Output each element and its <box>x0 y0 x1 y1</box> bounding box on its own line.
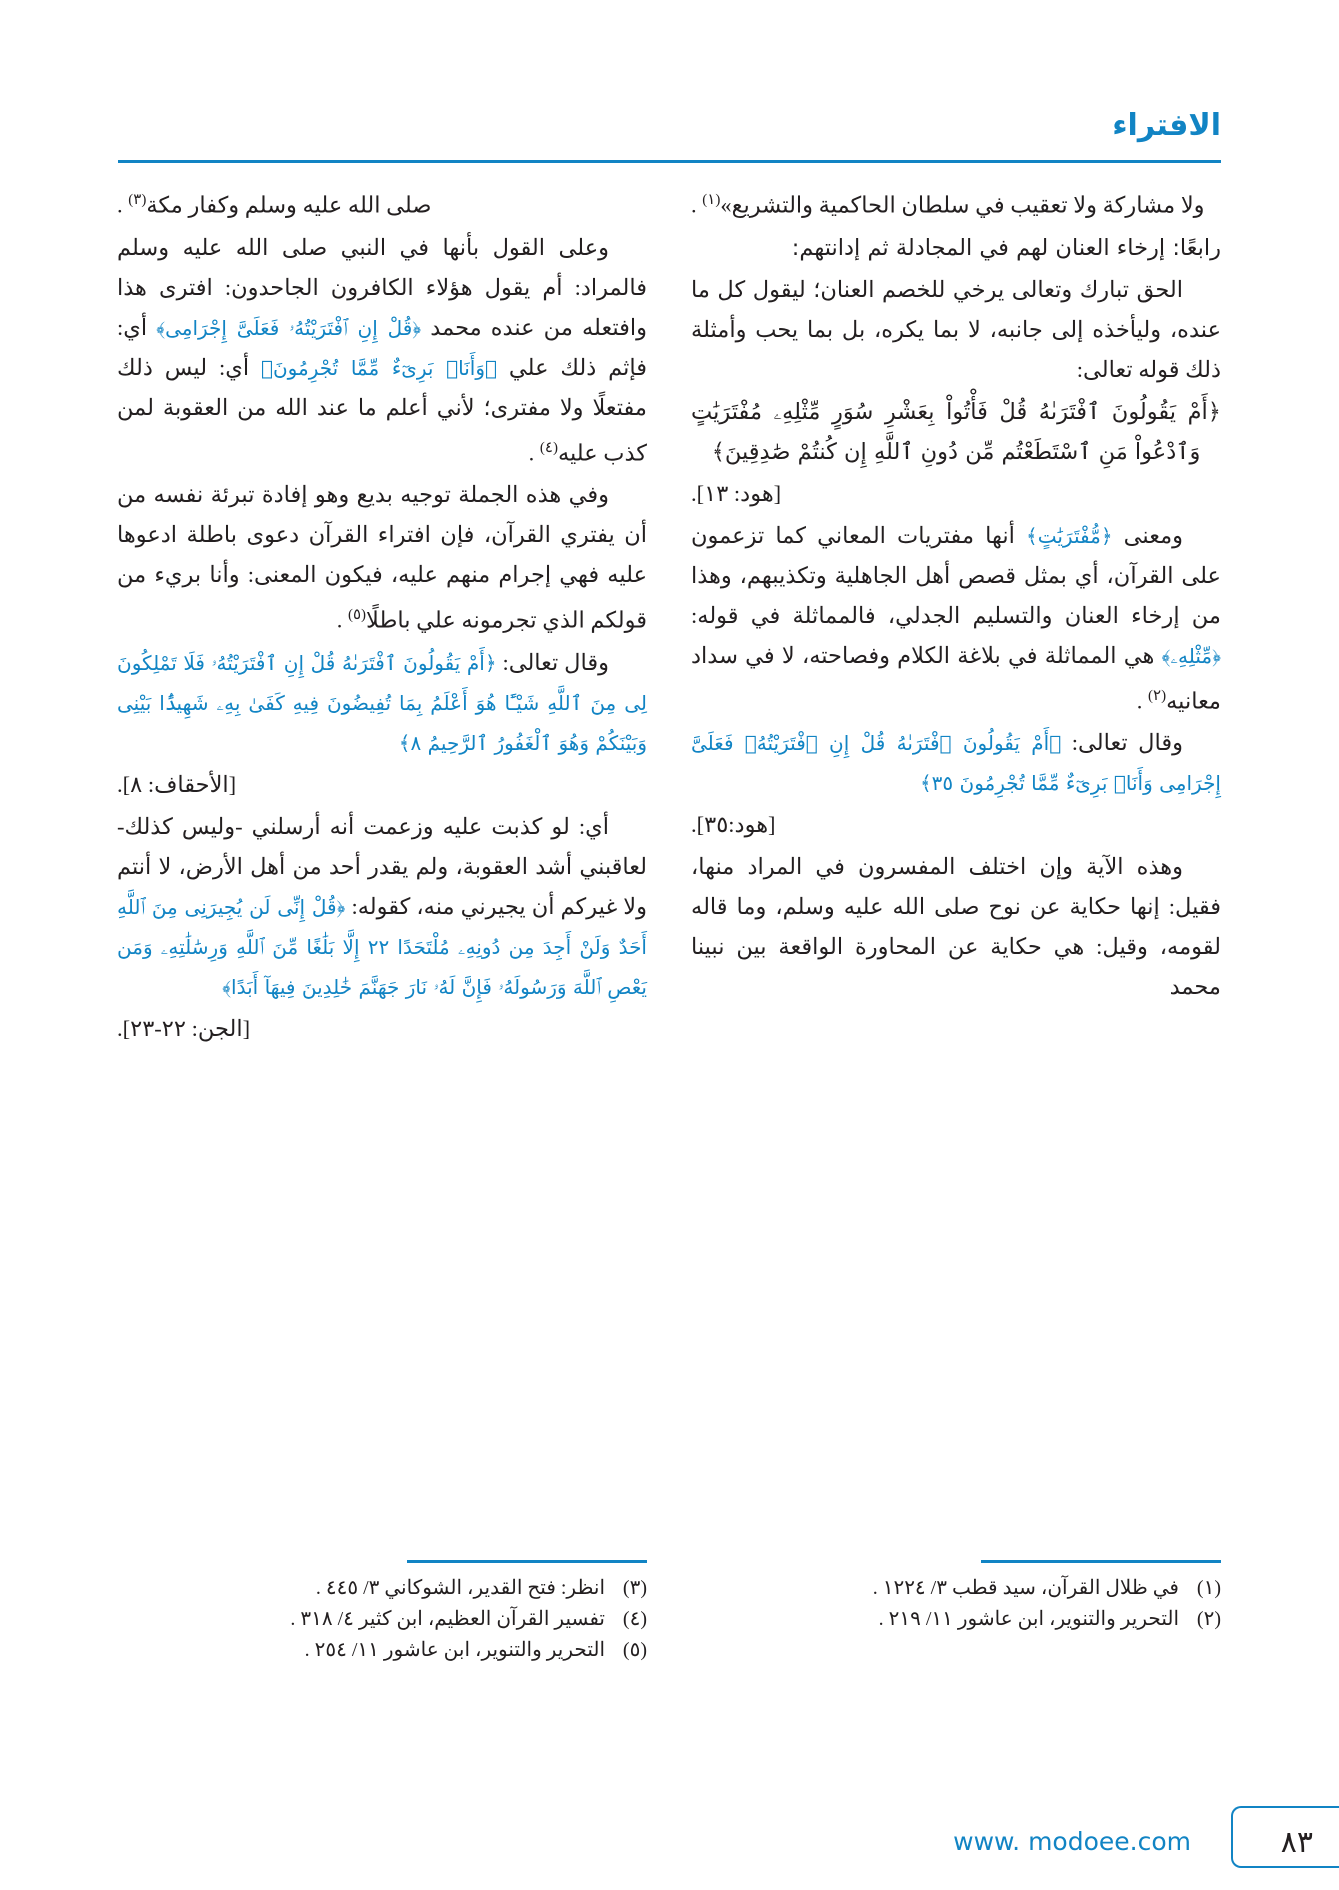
header-divider <box>118 160 1221 163</box>
right-column-paragraph: [هود: ١٣]. <box>691 480 782 506</box>
left-column-quran-inline: ﴿أَمْ يَقُولُونَ ٱفْتَرَىٰهُ قُلْ إِنِ ٱفْتَرَيْتُهُۥ فَلَا تَمْلِكُونَ لِى مِنَ ٱللَّهِ شَيْـًٔا هُوَ أَعْلَمُ بِمَا تُفِيضُونَ فِيهِ كَفَىٰ بِهِۦ شَهِيدًۢا بَيْنِى وَبَيْنَكُمْ وَهُوَ ٱلْغَفُورُ ٱلرَّحِيمُ ٨﴾ <box>117 650 647 755</box>
right-column-paragraph: وهذه الآية وإن اختلف المفسرون في المراد منها، فقيل: إنها حكاية عن نوح صلى الله عليه وسلم، وما قاله لقومه، وقيل: هي حكاية عن المحاورة الواقعة بين نبينا محمد <box>691 854 1221 999</box>
footnote-item <box>117 1573 647 1604</box>
left-column-quran-inline: ﴿قُلْ إِنِ ٱفْتَرَيْتُهُۥ فَعَلَىَّ إِجْرَامِى﴾ <box>156 315 422 340</box>
right-column-quran-inline: ﴿مِّثْلِهِۦ﴾ <box>1161 643 1221 668</box>
right-column-quran-inline: ﴿مُّفْتَرَيَٰتٍ﴾ <box>1026 523 1113 548</box>
right-column-paragraph: وقال تعالى: ﴿أَمْ يَقُولُونَ ٱفْتَرَىٰهُ قُلْ إِنِ ٱفْتَرَيْتُهُۥ فَعَلَىَّ إِجْرَامِى وَأَنَا۠ بَرِىٓءٌ مِّمَّا تُجْرِمُونَ ٣٥﴾ <box>691 730 1221 795</box>
right-column-section-heading: رابعًا: إرخاء العنان لهم في المجادلة ثم إدانتهم: <box>791 234 1221 261</box>
footnote-number: (٣) <box>622 1576 647 1599</box>
footnote-item <box>117 1604 647 1635</box>
website-url[interactable]: www. modoee.com <box>953 1827 1191 1856</box>
footnote-divider <box>981 1560 1221 1563</box>
footnote-text: التحرير والتنوير، ابن عاشور ١١/ ٢١٩ . <box>878 1607 1179 1630</box>
footnotes-left <box>117 1560 647 1710</box>
footnote-text: انظر: فتح القدير، الشوكاني ٣/ ٤٤٥ . <box>315 1576 605 1599</box>
footnote-item <box>691 1604 1221 1635</box>
footnotes-area <box>110 1560 1221 1710</box>
footnote-marker[interactable]: (٢) <box>1148 687 1167 704</box>
left-column-paragraph: [الأحقاف: ٨]. <box>117 771 237 797</box>
right-column-quran-inline: ﴿أَمْ يَقُولُونَ ٱفْتَرَىٰهُ قُلْ إِنِ ٱفْتَرَيْتُهُۥ فَعَلَىَّ إِجْرَامِى وَأَنَا۠ بَرِىٓءٌ مِّمَّا تُجْرِمُونَ ٣٥﴾ <box>691 731 1221 795</box>
footnote-marker[interactable]: (٤) <box>539 439 558 456</box>
left-column-paragraph: أي: لو كذبت عليه وزعمت أنه أرسلني -وليس كذلك- لعاقبني أشد العقوبة، ولم يقدر أحد من أهل الأرض، لا أنتم ولا غيركم أن يجيرني منه، كقوله: ﴿قُلْ إِنِّى لَن يُجِيرَنِى مِنَ ٱللَّهِ أَحَدٌ وَلَنْ أَجِدَ مِن دُونِهِۦ مُلْتَحَدًا ٢٢ إِلَّا بَلَٰغًا مِّنَ ٱللَّهِ وَرِسَٰلَٰتِهِۦ وَمَن يَعْصِ ٱللَّهَ وَرَسُولَهُۥ فَإِنَّ لَهُۥ نَارَ جَهَنَّمَ خَٰلِدِينَ فِيهَآ أَبَدًا﴾ <box>117 813 647 999</box>
footnote-number: (١) <box>1196 1576 1221 1599</box>
page-footer <box>0 1770 1339 1890</box>
body-columns <box>110 180 1221 1560</box>
left-column-paragraph: وقال تعالى: ﴿أَمْ يَقُولُونَ ٱفْتَرَىٰهُ قُلْ إِنِ ٱفْتَرَيْتُهُۥ فَلَا تَمْلِكُونَ لِى مِنَ ٱللَّهِ شَيْـًٔا هُوَ أَعْلَمُ بِمَا تُفِيضُونَ فِيهِ كَفَىٰ بِهِۦ شَهِيدًۢا بَيْنِى وَبَيْنَكُمْ وَهُوَ ٱلْغَفُورُ ٱلرَّحِيمُ ٨﴾ <box>117 649 647 755</box>
footnote-marker[interactable]: (٥) <box>347 607 367 623</box>
footnote-item <box>117 1635 647 1666</box>
footnote-text: التحرير والتنوير، ابن عاشور ١١/ ٢٥٤ . <box>304 1638 605 1661</box>
footnote-number: (٢) <box>1196 1607 1221 1630</box>
footnote-number: (٥) <box>622 1638 647 1661</box>
footnote-divider <box>407 1560 647 1563</box>
text-column-right <box>691 180 1221 1560</box>
footnote-marker[interactable]: (٣) <box>128 192 147 208</box>
right-column-paragraph: الحق تبارك وتعالى يرخي للخصم العنان؛ ليقول كل ما عنده، وليأخذه إلى جانبه، لا بما يكره، بل بما يحب وأمثلة ذلك قوله تعالى: <box>691 276 1221 382</box>
footnote-marker[interactable]: (١) <box>702 192 721 208</box>
page-title: الافتراء <box>1112 108 1221 143</box>
left-column-paragraph: وفي هذه الجملة توجيه بديع وهو إفادة تبرئة نفسه من أن يفتري القرآن، فإن افتراء القرآن دعوى باطلة ادعوها عليه فهي إجرام منهم عليه، فيكون المعنى: وأنا بريء من قولكم الذي تجرمونه علي باطلًا$^{(٥)}$ . <box>117 482 647 633</box>
right-column-paragraph: ولا مشاركة ولا تعقيب في سلطان الحاكمية والتشريع»$^{(١)}$ . <box>691 192 1205 218</box>
left-column-paragraph: [الجن: ٢٢-٢٣]. <box>117 1015 251 1041</box>
right-column-paragraph: [هود:٣٥]. <box>691 812 776 837</box>
footnote-number: (٤) <box>622 1607 647 1630</box>
footnotes-right <box>691 1560 1221 1710</box>
page-header <box>118 108 1221 168</box>
text-column-left <box>117 180 647 1560</box>
footnote-text: تفسير القرآن العظيم، ابن كثير ٤/ ٣١٨ . <box>290 1607 605 1630</box>
footnote-text: في ظلال القرآن، سيد قطب ٣/ ١٢٢٤ . <box>872 1576 1179 1599</box>
left-column-paragraph: صلى الله عليه وسلم وكفار مكة$^{(٣)}$ . <box>117 192 432 218</box>
right-column-paragraph: ومعنى ﴿مُّفْتَرَيَٰتٍ﴾ أنها مفتريات المعاني كما تزعمون على القرآن، أي بمثل قصص أهل الجاهلية وتكذيبهم، وهذا من إرخاء العنان والتسليم الجدلي، فالمماثلة في قوله: ﴿مِّثْلِهِۦ﴾ هي المماثلة في بلاغة الكلام وفصاحته، لا في سداد معانيه$^{(٢)}$ . <box>691 522 1221 713</box>
left-column-quran-inline: ﴿وَأَنَا۠ بَرِىٓءٌ مِّمَّا تُجْرِمُونَ﴾ <box>260 355 497 380</box>
left-column-paragraph: وعلى القول بأنها في النبي صلى الله عليه وسلم فالمراد: أم يقول هؤلاء الكافرون الجاحدون: افترى هذا وافتعله من عنده محمد ﴿قُلْ إِنِ ٱفْتَرَيْتُهُۥ فَعَلَىَّ إِجْرَامِى﴾ أي: فإثم ذلك علي ﴿وَأَنَا۠ بَرِىٓءٌ مِّمَّا تُجْرِمُونَ﴾ أي: ليس ذلك مفتعلًا ولا مفترى؛ لأني أعلم ما عند الله من العقوبة لمن كذب عليه$^{(٤)}$ . <box>117 234 647 465</box>
right-column-quran-verse: ﴿أَمْ يَقُولُونَ ٱفْتَرَىٰهُ قُلْ فَأْتُواْ بِعَشْرِ سُوَرٍ مِّثْلِهِۦ مُفْتَرَيَٰتٍ وَٱدْعُواْ مَنِ ٱسْتَطَعْتُم مِّن دُونِ ٱللَّهِ إِن كُنتُمْ صَٰدِقِينَ﴾ <box>691 398 1221 465</box>
page-number: ٨٣ <box>1280 1825 1313 1860</box>
left-column-quran-inline: ﴿قُلْ إِنِّى لَن يُجِيرَنِى مِنَ ٱللَّهِ أَحَدٌ وَلَنْ أَجِدَ مِن دُونِهِۦ مُلْتَحَدًا ٢٢ إِلَّا بَلَٰغًا مِّنَ ٱللَّهِ وَرِسَٰلَٰتِهِۦ وَمَن يَعْصِ ٱللَّهَ وَرَسُولَهُۥ فَإِنَّ لَهُۥ نَارَ جَهَنَّمَ خَٰلِدِينَ فِيهَآ أَبَدًا﴾ <box>117 894 647 999</box>
footnote-item <box>691 1573 1221 1604</box>
